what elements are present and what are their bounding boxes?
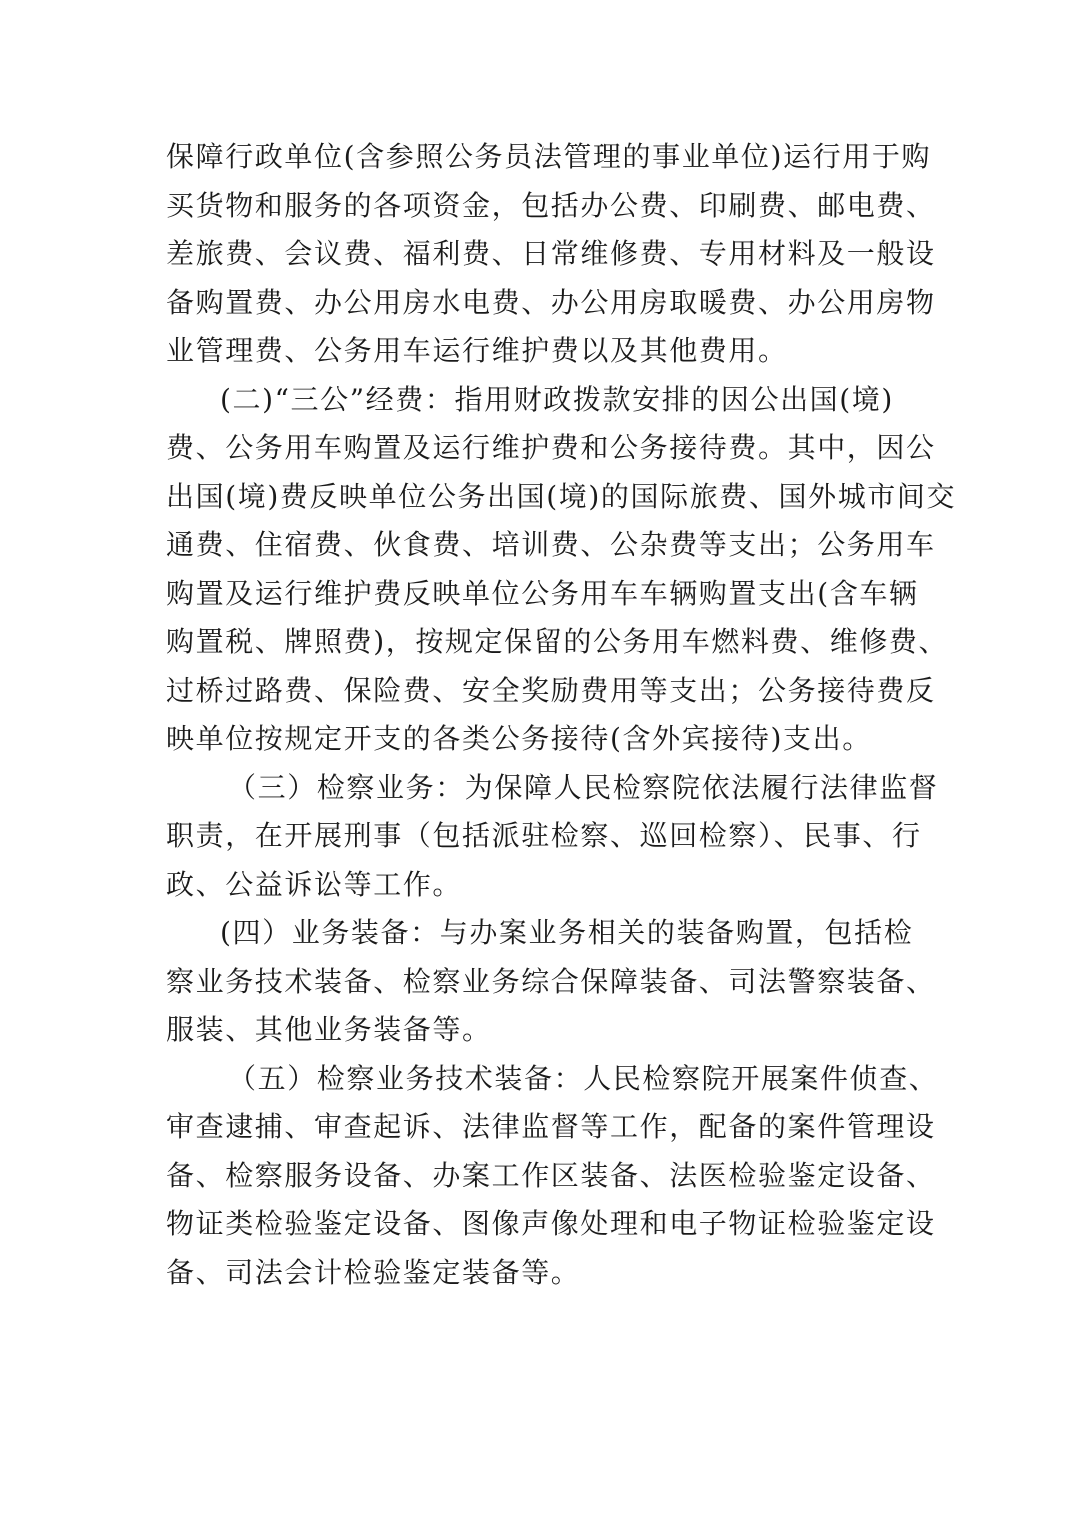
paragraph-business-equipment bbox=[166, 909, 936, 1055]
text-line: 保障行政单位(含参照公务员法管理的事业单位)运行用于购 bbox=[166, 140, 932, 173]
text-line: 购置税、牌照费)，按规定保留的公务用车燃料费、维修费、 bbox=[166, 625, 949, 658]
text-line: 察业务技术装备、检察业务综合保障装备、司法警察装备、 bbox=[166, 964, 936, 998]
text-line: (二)“三公”经费：指用财政拨款安排的因公出国(境) bbox=[220, 382, 894, 416]
text-line: 通费、住宿费、伙食费、培训费、公杂费等支出；公务用车 bbox=[166, 528, 936, 561]
text-line: 备、检察服务设备、办案工作区装备、法医检验鉴定设备、 bbox=[166, 1158, 936, 1192]
document-body bbox=[166, 133, 957, 1297]
text-line: 备购置费、办公用房水电费、办公用房取暖费、办公用房物 bbox=[166, 285, 936, 319]
text-line: （五）检察业务技术装备：人民检察院开展案件侦查、 bbox=[228, 1061, 939, 1095]
text-line: 备、司法会计检验鉴定装备等。 bbox=[166, 1255, 581, 1289]
text-line: 购置及运行维护费反映单位公务用车车辆购置支出(含车辆 bbox=[166, 576, 919, 610]
paragraph-three-public-expenses bbox=[166, 376, 957, 764]
text-line: (四）业务装备：与办案业务相关的装备购置，包括检 bbox=[220, 916, 914, 949]
text-line: 差旅费、会议费、福利费、日常维修费、专用材料及一般设 bbox=[166, 237, 936, 270]
text-line: 服装、其他业务装备等。 bbox=[166, 1013, 492, 1046]
paragraph-technical-equipment bbox=[166, 1055, 939, 1298]
text-line: 出国(境)费反映单位公务出国(境)的国际旅费、国外城市间交 bbox=[166, 479, 957, 513]
text-line: 费、公务用车购置及运行维护费和公务接待费。其中，因公 bbox=[166, 431, 936, 464]
text-line: 政、公益诉讼等工作。 bbox=[166, 867, 463, 901]
text-line: （三）检察业务：为保障人民检察院依法履行法律监督 bbox=[228, 770, 939, 804]
text-line: 审查逮捕、审查起诉、法律监督等工作，配备的案件管理设 bbox=[166, 1110, 936, 1143]
paragraph-procuratorial-business bbox=[166, 764, 939, 910]
text-line: 映单位按规定开支的各类公务接待(含外宾接待)支出。 bbox=[166, 722, 872, 755]
text-line: 业管理费、公务用车运行维护费以及其他费用。 bbox=[166, 334, 788, 367]
text-line: 过桥过路费、保险费、安全奖励费用等支出；公务接待费反 bbox=[166, 673, 936, 707]
text-line: 职责，在开展刑事（包括派驻检察、巡回检察）、民事、行 bbox=[166, 819, 922, 852]
text-line: 买货物和服务的各项资金，包括办公费、印刷费、邮电费、 bbox=[166, 188, 936, 222]
text-line: 物证类检验鉴定设备、图像声像处理和电子物证检验鉴定设 bbox=[166, 1207, 936, 1240]
paragraph-general-expenses bbox=[166, 133, 936, 376]
